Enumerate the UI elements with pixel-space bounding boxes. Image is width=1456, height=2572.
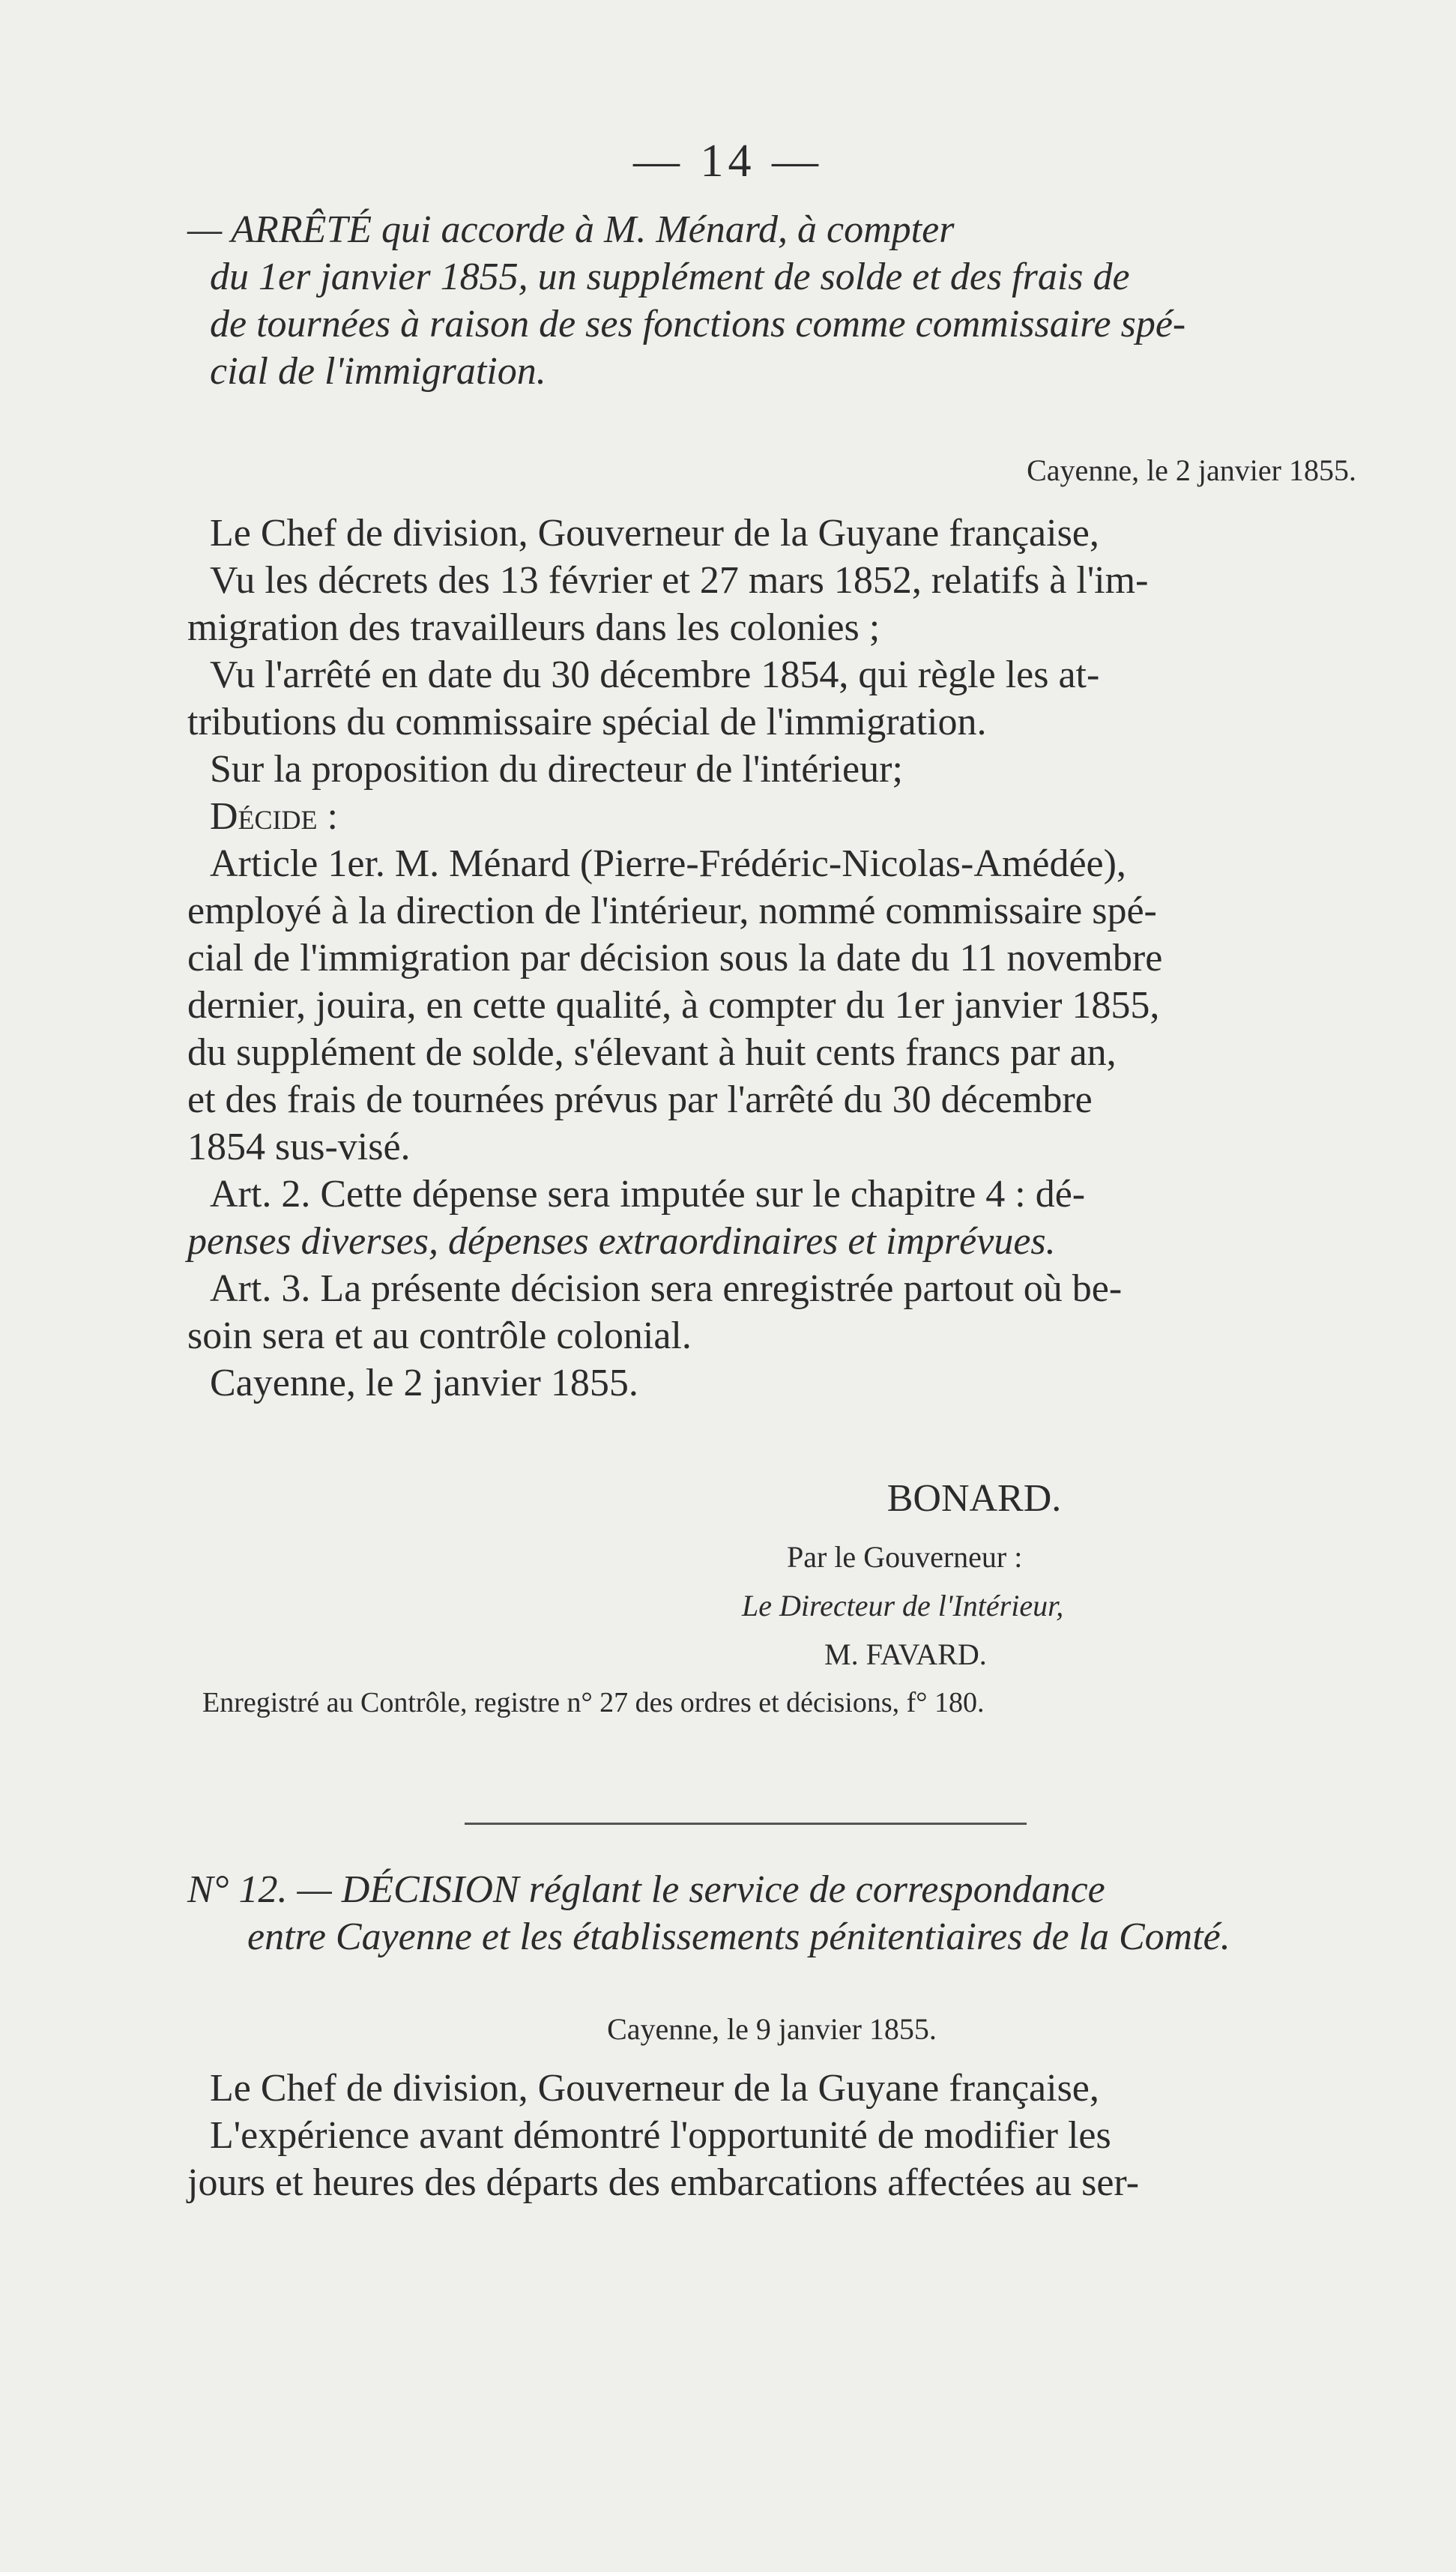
decree-11-line: 1854 sus-visé. [187,1126,411,1168]
decree-12-line: L'expérience avant démontré l'opportunité de modifier les [210,2114,1111,2157]
decree-11-title-line: du 1er janvier 1855, un supplément de solde et des frais de [210,256,1130,298]
decree-11-line: Article 1er. M. Ménard (Pierre-Frédéric-Nicolas-Amédée), [210,842,1126,885]
decree-11-line: penses diverses, dépenses extraordinaires et imprévues. [187,1220,1056,1263]
decree-11-line: migration des travailleurs dans les colonies ; [187,606,880,649]
decree-11-line: Cayenne, le 2 janvier 1855. [210,1362,638,1404]
section-divider [465,1823,1027,1825]
decree-11-line: cial de l'immigration par décision sous la date du 11 novembre [187,937,1163,979]
decree-12-line: jours et heures des départs des embarcations affectées au ser- [187,2161,1140,2204]
decree-12-body [187,2065,1356,2206]
decree-11-line: Art. 3. La présente décision sera enregistrée partout où be- [210,1267,1123,1310]
decree-12-dateline: Cayenne, le 9 janvier 1855. [607,2012,937,2046]
decree-11-body [187,510,1356,1407]
decree-12-title-line: entre Cayenne et les établissements pénitentiaires de la Comté. [247,1916,1230,1958]
decree-11-line: Art. 2. Cette dépense sera imputée sur le chapitre 4 : dé- [210,1173,1086,1216]
decree-11-line: Sur la proposition du directeur de l'intérieur; [210,748,903,791]
by-governor: Par le Gouverneur : [787,1540,1023,1574]
decree-11-line: tributions du commissaire spécial de l'immigration. [187,701,987,743]
decree-12-line: Le Chef de division, Gouverneur de la Guyane française, [210,2067,1099,2110]
decree-12-title [187,1866,1356,1960]
decree-11-line: soin sera et au contrôle colonial. [187,1314,692,1357]
registration-note: Enregistré au Contrôle, registre n° 27 des ordres et décisions, f° 180. [202,1687,985,1718]
decree-11-line: dernier, jouira, en cette qualité, à compter du 1er janvier 1855, [187,984,1160,1027]
decree-11-line: et des frais de tournées prévus par l'arrêté du 30 décembre [187,1078,1093,1121]
decree-11-dateline: Cayenne, le 2 janvier 1855. [1027,453,1356,487]
decree-12-title-line: N° 12. — DÉCISION réglant le service de correspondance [187,1868,1105,1911]
decree-11-line: employé à la direction de l'intérieur, nommé commissaire spé- [187,890,1157,932]
signature-bonard: BONARD. [886,1477,1062,1520]
decree-11-line: Le Chef de division, Gouverneur de la Guyane française, [210,512,1099,555]
decree-11-title-line: de tournées à raison de ses fonctions comme commissaire spé- [210,303,1186,345]
director-title: Le Directeur de l'Intérieur, [742,1589,1064,1622]
decree-11-title-line: cial de l'immigration. [210,350,546,393]
decree-11-line: Vu l'arrêté en date du 30 décembre 1854, qui règle les at- [210,653,1100,696]
director-name: M. FAVARD. [824,1637,987,1671]
decree-11-line: Décide : [210,795,338,838]
decree-11-title-line: — ARRÊTÉ qui accorde à M. Ménard, à compter [187,208,955,251]
page-number: — 14 — [633,136,823,187]
decree-11-title [187,206,1356,395]
decree-11-line: Vu les décrets des 13 février et 27 mars 1852, relatifs à l'im- [210,559,1149,602]
decree-11-line: du supplément de solde, s'élevant à huit cents francs par an, [187,1031,1117,1074]
